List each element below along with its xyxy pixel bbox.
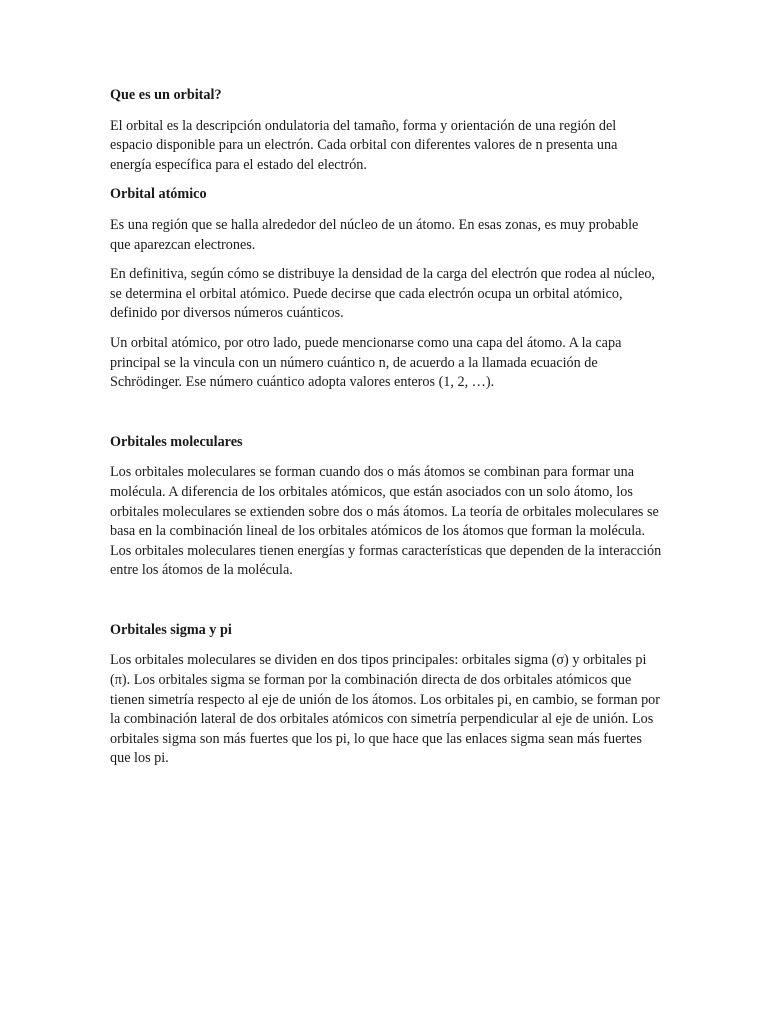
paragraph: Los orbitales moleculares se forman cuando dos o más átomos se combinan para formar una molécula. A diferencia de los orbitales atómicos, que están asociados con un solo átomo, los orbitales moleculares se extienden sobre dos o más átomos. La teoría de orbitales moleculares se basa en la combinación lineal de los orbitales atómicos de los átomos que forman la molécula. Los orbitales moleculares tienen energías y formas características que dependen de la interacción entre los átomos de la molécula. <box>110 464 662 579</box>
paragraph: Los orbitales moleculares se dividen en dos tipos principales: orbitales sigma (σ) y orbitales pi (π). Los orbitales sigma se forman por la combinación directa de dos orbitales atómicos que tienen simetría respecto al eje de unión de los átomos. Los orbitales pi, en cambio, se forman por la combinación lateral de dos orbitales atómicos con simetría perpendicular al eje de unión. Los orbitales sigma son más fuertes que los pi, lo que hace que las enlaces sigma sean más fuertes que los pi. <box>110 652 661 767</box>
paragraph: El orbital es la descripción ondulatoria del tamaño, forma y orientación de una región del espacio disponible para un electrón. Cada orbital con diferentes valores de n presenta una energía específica para el estado del electrón. <box>110 117 618 173</box>
section-heading: Orbitales sigma y pi <box>110 621 232 638</box>
section-orbitales-moleculares <box>110 433 662 581</box>
section-heading: Que es un orbital? <box>110 87 222 103</box>
section-orbitales-sigma-y-pi <box>110 621 662 769</box>
section-spacer <box>110 403 662 433</box>
section-heading: Orbitales moleculares <box>110 433 243 450</box>
paragraph: Es una región que se halla alrededor del núcleo de un átomo. En esas zonas, es muy probable que aparezcan electrones. <box>110 216 639 253</box>
section-orbital-atomico <box>110 185 662 392</box>
document-page <box>110 86 662 779</box>
section-que-es-un-orbital <box>110 86 662 175</box>
paragraph: En definitiva, según cómo se distribuye la densidad de la carga del electrón que rodea al núcleo, se determina el orbital atómico. Puede decirse que cada electrón ocupa un orbital atómico, definido por diversos números cuánticos. <box>110 266 655 322</box>
section-spacer <box>110 591 662 621</box>
paragraph: Un orbital atómico, por otro lado, puede mencionarse como una capa del átomo. A la capa principal se la vincula con un número cuántico n, de acuerdo a la llamada ecuación de Schrödinger. Ese número cuántico adopta valores enteros (1, 2, …). <box>110 334 622 391</box>
section-heading: Orbital atómico <box>110 186 207 203</box>
